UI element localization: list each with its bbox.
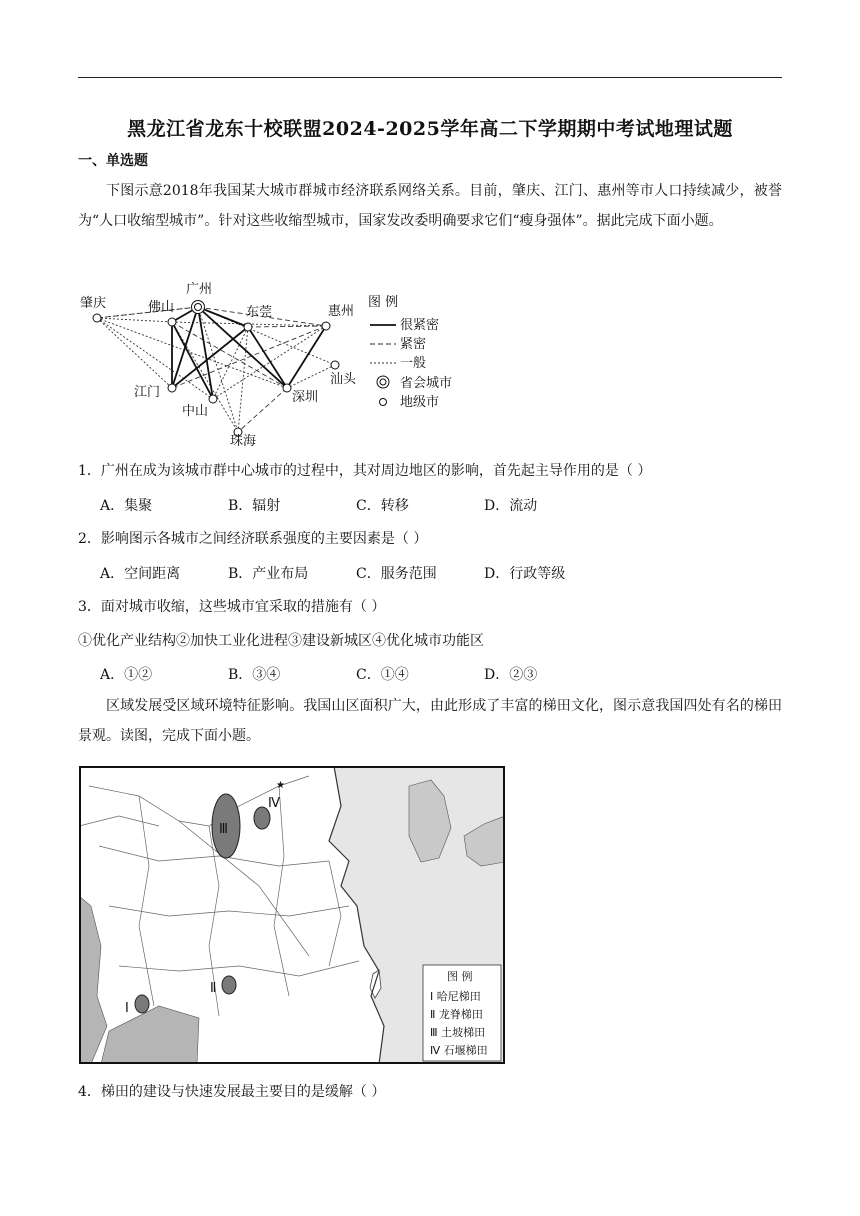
city-jiangmen: 江门 — [134, 385, 161, 400]
city-foshan: 佛山 — [148, 300, 175, 315]
q1-option-a[interactable]: A．集聚 — [100, 498, 153, 514]
city-shantou: 汕头 — [330, 372, 357, 387]
question-1: 1．广州在成为该城市群中心城市的过程中，其对周边地区的影响，首先起主导作用的是（ ） — [78, 463, 652, 479]
legend-very-close: 很紧密 — [400, 318, 440, 333]
label-ii: Ⅱ — [210, 981, 217, 996]
q3-option-d[interactable]: D．②③ — [484, 667, 538, 683]
header-rule — [78, 77, 782, 78]
label-iv: Ⅳ — [268, 796, 280, 811]
q2-option-a[interactable]: A．空间距离 — [100, 566, 181, 582]
terrace-legend — [423, 965, 501, 1061]
section-heading: 一、单选题 — [78, 153, 148, 169]
legend-capital: 省会城市 — [400, 376, 453, 391]
legend-prefecture: 地级市 — [400, 395, 440, 410]
terrace-legend-shiyan: Ⅳ 石堰梯田 — [430, 1044, 488, 1057]
q1-option-c[interactable]: C．转移 — [356, 498, 409, 514]
terrace-map — [79, 766, 505, 1064]
question-3-options — [100, 664, 612, 684]
q3-option-b[interactable]: B．③④ — [228, 667, 281, 683]
q1-option-b[interactable]: B．辐射 — [228, 498, 281, 514]
city-shenzhen: 深圳 — [292, 390, 319, 405]
city-network-diagram — [78, 282, 478, 450]
q1-option-d[interactable]: D．流动 — [484, 498, 538, 514]
terrace-legend-title: 图 例 — [447, 970, 473, 983]
legend-general: 一般 — [400, 356, 427, 371]
capital-star-icon: ★ — [276, 780, 285, 791]
terrace-legend-tupo: Ⅲ 土坡梯田 — [430, 1026, 486, 1039]
city-zhaoqing: 肇庆 — [80, 296, 107, 311]
q3-option-c[interactable]: C．①④ — [356, 667, 409, 683]
page-title: 黑龙江省龙东十校联盟2024-2025学年高二下学期期中考试地理试题 — [127, 118, 733, 140]
legend-title: 图 例 — [368, 295, 399, 310]
q2-option-c[interactable]: C．服务范围 — [356, 566, 437, 582]
city-zhongshan: 中山 — [182, 404, 209, 419]
q3-option-a[interactable]: A．①② — [100, 667, 153, 683]
terrace-legend-longji: Ⅱ 龙脊梯田 — [430, 1008, 483, 1021]
label-i: Ⅰ — [125, 1001, 129, 1016]
question-3: 3．面对城市收缩，这些城市宜采取的措施有（ ） — [78, 599, 386, 615]
question-3-statements: ①优化产业结构②加快工业化进程③建设新城区④优化城市功能区 — [78, 633, 484, 649]
question-2-options — [100, 563, 612, 583]
city-huizhou: 惠州 — [328, 304, 355, 319]
question-4: 4．梯田的建设与快速发展最主要目的是缓解（ ） — [78, 1084, 386, 1100]
terrace-legend-hani: Ⅰ 哈尼梯田 — [430, 990, 481, 1003]
passage-2: 区域发展受区域环境特征影响。我国山区面积广大，由此形成了丰富的梯田文化，图示意我国四处有名的梯田景观。读图，完成下面小题。 — [78, 698, 782, 744]
question-1-options — [100, 495, 612, 515]
city-guangzhou: 广州 — [186, 282, 213, 297]
city-zhuhai: 珠海 — [230, 434, 257, 449]
label-iii: Ⅲ — [219, 822, 228, 837]
passage-1: 下图示意2018年我国某大城市群城市经济联系网络关系。目前，肇庆、江门、惠州等市人口持续减少，被誉为“人口收缩型城市”。针对这些收缩型城市，国家发改委明确要求它们“瘦身强体”。据此完成下面小题。 — [78, 183, 782, 229]
network-legend — [368, 295, 452, 410]
question-2: 2．影响图示各城市之间经济联系强度的主要因素是（ ） — [78, 531, 428, 547]
q2-option-b[interactable]: B．产业布局 — [228, 566, 309, 582]
legend-close: 紧密 — [400, 337, 427, 352]
city-dongguan: 东莞 — [246, 305, 273, 320]
q2-option-d[interactable]: D．行政等级 — [484, 566, 566, 582]
